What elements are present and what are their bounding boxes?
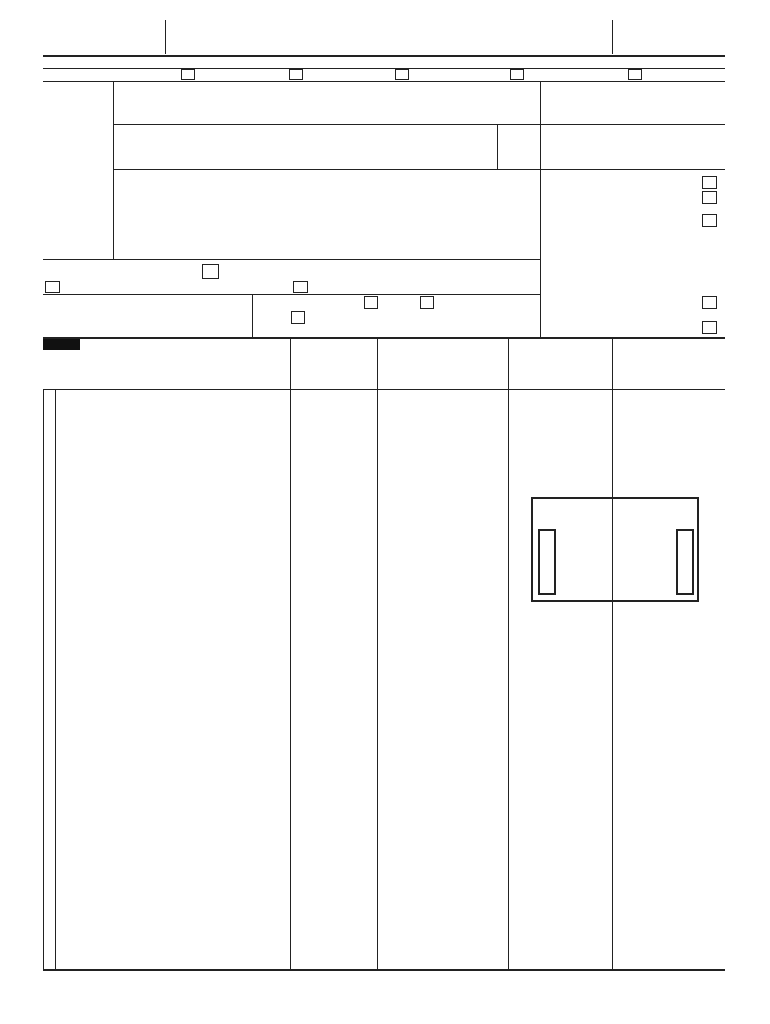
address-change-checkbox[interactable] <box>510 69 524 80</box>
j-cash-checkbox[interactable] <box>364 296 378 309</box>
final-return-checkbox[interactable] <box>289 69 303 80</box>
h-4947-checkbox[interactable] <box>45 281 60 293</box>
h-other-checkbox[interactable] <box>293 281 308 293</box>
j-accrual-checkbox[interactable] <box>420 296 434 309</box>
received-stamp <box>531 497 699 602</box>
h-501c3-checkbox[interactable] <box>202 264 219 279</box>
amended-return-checkbox[interactable] <box>395 69 409 80</box>
e-checkbox[interactable] <box>702 296 717 309</box>
name-change-checkbox[interactable] <box>628 69 642 80</box>
j-other-checkbox[interactable] <box>291 311 305 324</box>
f-checkbox[interactable] <box>702 321 717 334</box>
initial-return-checkbox[interactable] <box>181 69 195 80</box>
part1-tag <box>43 339 80 350</box>
d1-checkbox[interactable] <box>702 191 717 204</box>
c-checkbox[interactable] <box>702 176 717 189</box>
d2-checkbox[interactable] <box>702 214 717 227</box>
